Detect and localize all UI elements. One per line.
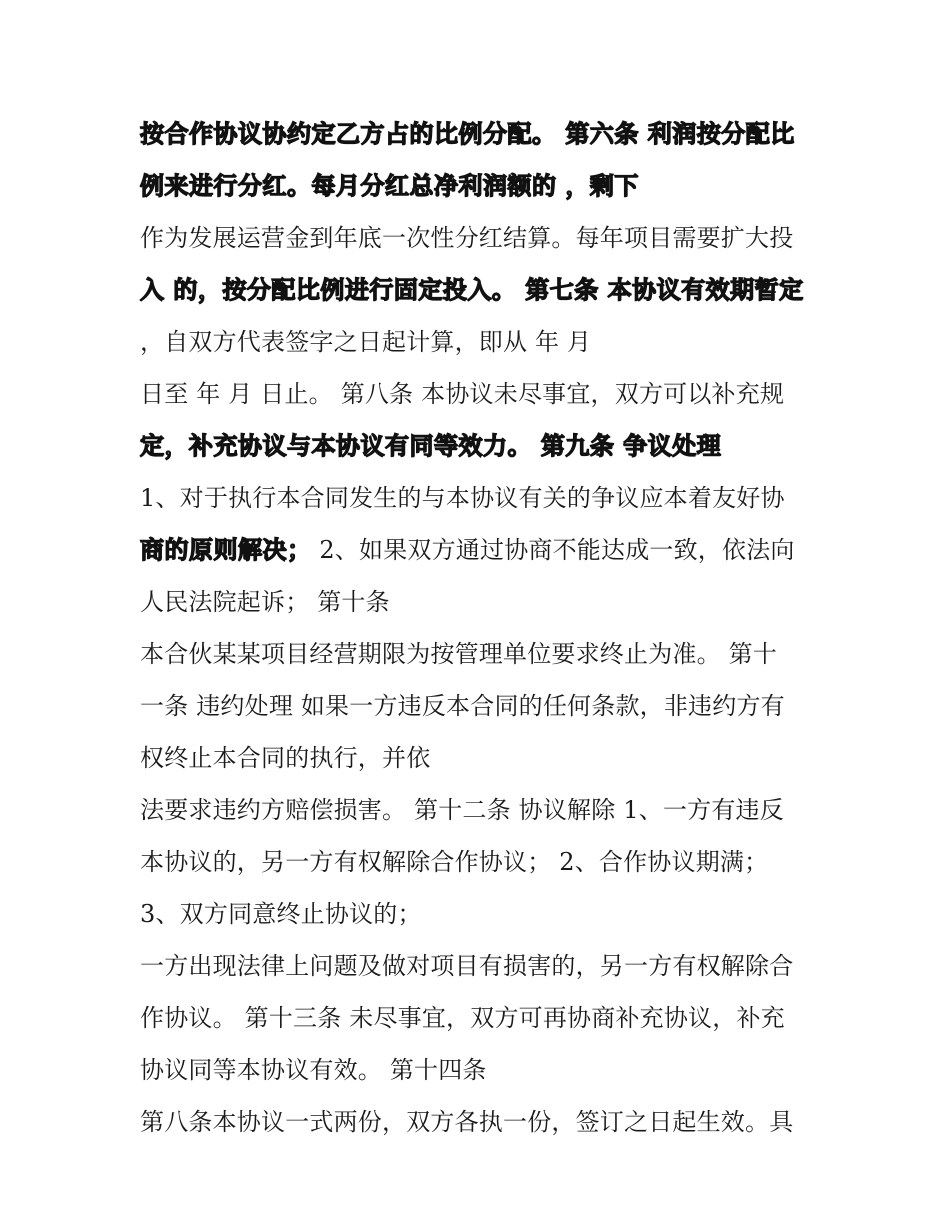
text-line bbox=[140, 524, 820, 576]
body-text: 一方出现法律上问题及做对项目有损害的，另一方有权解除合 bbox=[140, 952, 794, 980]
body-text: 作协议。 第十三条 未尽事宜，双方可再协商补充协议，补充 bbox=[140, 1004, 785, 1032]
outlined-text: 按合作协议协约定乙方占的比例分配。 第六条 利润按分配比 bbox=[140, 120, 795, 148]
body-text: 3、双方同意终止协议的； bbox=[140, 900, 422, 928]
text-line bbox=[140, 680, 820, 732]
text-line bbox=[140, 472, 820, 524]
body-text: 作为发展运营金到年底一次性分红结算。每年项目需要扩大投 bbox=[140, 224, 794, 252]
text-line bbox=[140, 1044, 820, 1096]
text-line bbox=[140, 212, 820, 264]
text-line bbox=[140, 888, 820, 940]
text-line bbox=[140, 108, 820, 160]
text-line bbox=[140, 784, 820, 836]
text-line bbox=[140, 732, 820, 784]
body-text: 一条 违约处理 如果一方违反本合同的任何条款，非违约方有 bbox=[140, 692, 785, 720]
outlined-text: 例来进行分红。每月分红总净利润额的 ，剩下 bbox=[140, 172, 639, 200]
text-line bbox=[140, 368, 820, 420]
document-body bbox=[140, 108, 820, 1148]
body-text: 第八条本协议一式两份，双方各执一份，签订之日起生效。具 bbox=[140, 1108, 794, 1136]
text-line bbox=[140, 628, 820, 680]
body-text: ，自双方代表签字之日起计算，即从 年 月 bbox=[140, 328, 592, 356]
text-line bbox=[140, 992, 820, 1044]
body-text: 1、对于执行本合同发生的与本协议有关的争议应本着友好协 bbox=[140, 484, 785, 512]
text-line bbox=[140, 940, 820, 992]
body-text: 日至 年 月 日止。 第八条 本协议未尽事宜，双方可以补充规 bbox=[140, 380, 785, 408]
body-text: 法要求违约方赔偿损害。 第十二条 协议解除 1、一方有违反 bbox=[140, 796, 784, 824]
body-text: 本合伙某某项目经营期限为按管理单位要求终止为准。 第十 bbox=[140, 640, 778, 668]
outlined-text: 入 的，按分配比例进行固定投入。 第七条 本协议有效期暂定 bbox=[140, 276, 804, 304]
text-line bbox=[140, 160, 820, 212]
body-text: 协议同等本协议有效。 第十四条 bbox=[140, 1056, 487, 1084]
text-line bbox=[140, 264, 820, 316]
text-line bbox=[140, 1096, 820, 1148]
outlined-text: 定，补充协议与本协议有同等效力。 第九条 争议处理 bbox=[140, 432, 722, 460]
body-text: 权终止本合同的执行，并依 bbox=[140, 744, 431, 772]
body-text: 人民法院起诉； 第十条 bbox=[140, 588, 390, 616]
outlined-text: 商的原则解决； bbox=[140, 536, 312, 564]
text-line bbox=[140, 836, 820, 888]
body-text: 2、如果双方通过协商不能达成一致，依法向 bbox=[311, 536, 795, 564]
body-text: 本协议的，另一方有权解除合作协议； 2、合作协议期满； bbox=[140, 848, 769, 876]
text-line bbox=[140, 576, 820, 628]
text-line bbox=[140, 420, 820, 472]
text-line bbox=[140, 316, 820, 368]
